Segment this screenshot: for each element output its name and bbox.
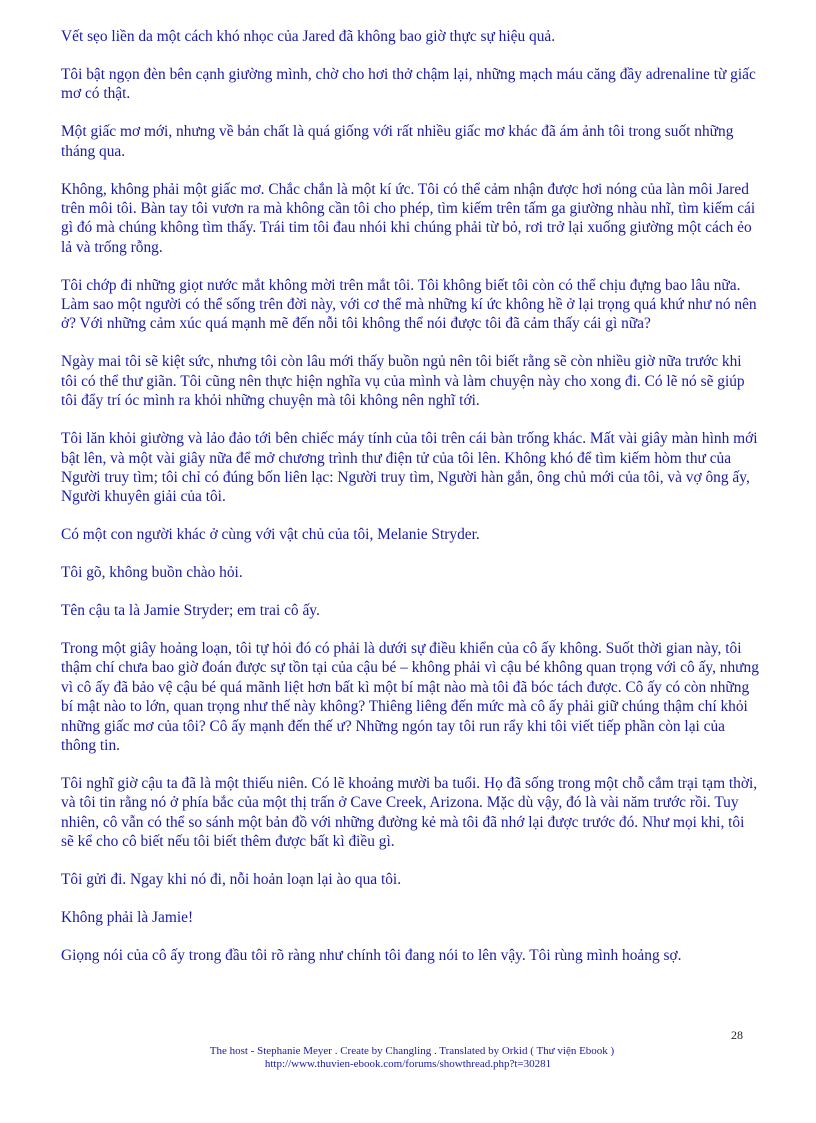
paragraph: Vết sẹo liền da một cách khó nhọc của Jared đã không bao giờ thực sự hiệu quả. [61,28,556,45]
footer-url[interactable]: http://www.thuvien-ebook.com/forums/showthread.php?t=30281 [264,1058,552,1070]
paragraph: Tôi nghĩ giờ cậu ta đã là một thiếu niên. Có lẽ khoảng mười ba tuổi. Họ đã sống trong một chỗ cắm trại tạm thời, và tôi tin rằng nó ở phía bắc của một thị trấn ở Cave Creek, Arizona. Mặc dù vậy, đó là vài năm trước rồi. Tuy nhiên, cô vẫn có thể so sánh một bản đồ với những đường kẻ mà tôi đã nhớ lại được trước đó. Như mọi khi, tôi sẽ kể cho cô biết nếu tôi biết thêm được bất kì điều gì. [61,774,758,851]
paragraph: Tôi gõ, không buồn chào hỏi. [61,564,243,582]
paragraph: Tôi lăn khỏi giường và lảo đảo tới bên chiếc máy tính của tôi trên cái bàn trống khác. Mất vài giây màn hình mới bật lên, và một vài giây nữa để mở chương trình thư điện tử của tôi lên. Không khó để tìm kiếm hòm thư của Người truy tìm; tôi chỉ có đúng bốn liên lạc: Người truy tìm, Người hàn gắn, ông chủ mới của tôi, và vợ ông ấy, Người khuyên giải của tôi. [61,430,758,506]
paragraph: Tên cậu ta là Jamie Stryder; em trai cô ấy. [61,602,320,620]
paragraph: Có một con người khác ở cùng với vật chủ của tôi, Melanie Stryder. [61,526,480,544]
footer-credit: The host - Stephanie Meyer . Create by Changling . Translated by Orkid ( Thư viện Ebook ) [209,1045,615,1057]
page-number: 28 [731,1028,743,1042]
paragraph: Giọng nói của cô ấy trong đầu tôi rõ ràng như chính tôi đang nói to lên vậy. Tôi rùng mình hoảng sợ. [61,946,682,964]
paragraph: Trong một giây hoảng loạn, tôi tự hỏi đó có phải là dưới sự điều khiển của cô ấy không. Suốt thời gian này, tôi thậm chí chưa bao giờ đoán được sự tồn tại của cậu bé – không phải vì cậu bé không quan trọng với cô ấy, nhưng vì cô ấy đã bảo vệ cậu bé quá mãnh liệt hơn bất kì một bí mật nào mà tôi đã bóc tách được. Cô ấy có còn những bí mật nào to lớn, quan trọng như thế này không? Thiêng liêng đến mức mà cô ấy phải giữ chúng thậm chí khỏi những giấc mơ của tôi? Cô ấy mạnh đến thế ư? Những ngón tay tôi run rẩy khi tôi viết tiếp phần còn lại của thông tin. [61,639,759,754]
body-text [61,27,761,984]
paragraph: Tôi chớp đi những giọt nước mắt không mời trên mắt tôi. Tôi không biết tôi còn có thể chịu đựng bao lâu nữa. Làm sao một người có thể sống trên đời này, với cơ thể mà những kí ức không hề ở lại trọng quá khứ như nó nên ở? Với những cảm xúc quá mạnh mẽ đến nỗi tôi không thể nói được tôi đã cảm thấy cái gì nữa? [61,276,757,333]
paragraph: Không phải là Jamie! [61,908,194,926]
paragraph: Ngày mai tôi sẽ kiệt sức, nhưng tôi còn lâu mới thấy buồn ngủ nên tôi biết rằng sẽ còn nhiều giờ nữa trước khi tôi có thể thư giãn. Tôi cũng nên thực hiện nghĩa vụ của mình và làm chuyện này cho xong đi. Có lẽ nó sẽ giúp tôi đẩy trí óc mình ra khỏi những chuyện mà tôi không nên nghĩ tới. [61,353,745,410]
footer [0,1045,816,1071]
paragraph: Không, không phải một giấc mơ. Chắc chắn là một kí ức. Tôi có thể cảm nhận được hơi nóng của làn môi Jared trên môi tôi. Bàn tay tôi vươn ra mà không cần tôi cho phép, tìm kiếm trên tấm ga giường nhàu nhĩ, tìm kiếm cái gì đó mà chúng không tìm thấy. Trái tim tôi đau nhói khi chúng phải từ bỏ, rơi trở lại xuống giường một cách ẻo lả và trống rỗng. [61,180,756,256]
paragraph: Một giấc mơ mới, nhưng về bản chất là quá giống với rất nhiều giấc mơ khác đã ám ảnh tôi trong suốt những tháng qua. [61,123,734,160]
paragraph: Tôi gửi đi. Ngay khi nó đi, nỗi hoản loạn lại ào qua tôi. [61,871,402,888]
paragraph: Tôi bật ngọn đèn bên cạnh giường mình, chờ cho hơi thở chậm lại, những mạch máu căng đầy adrenaline từ giấc mơ có thật. [61,65,756,103]
